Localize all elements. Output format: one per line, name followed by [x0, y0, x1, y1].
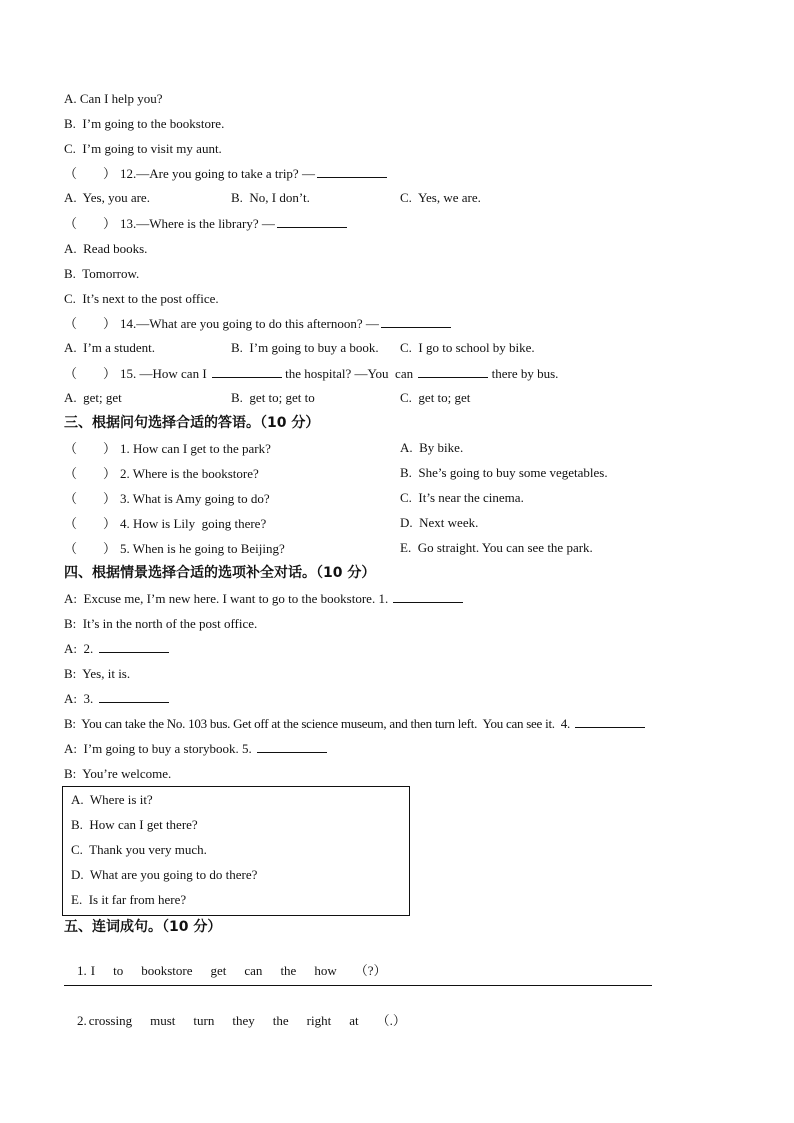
answer-blank[interactable] — [393, 591, 463, 603]
q15-option-a: A. get; get — [64, 390, 122, 405]
q11-option-c: C. I’m going to visit my aunt. — [64, 141, 222, 156]
punctuation: （.） — [376, 1013, 406, 1028]
q15-option-c: C. get to; get — [400, 390, 471, 405]
word: at — [349, 1013, 359, 1028]
options-box — [62, 786, 410, 916]
word: how — [314, 963, 337, 978]
q15-option-b: B. get to; get to — [231, 390, 315, 405]
q15-stem-middle: the hospital? —You can — [285, 366, 414, 381]
q15-question — [64, 365, 558, 383]
dialogue-text: A: 3. — [64, 691, 94, 706]
punctuation: （?） — [354, 963, 387, 978]
word: turn — [193, 1013, 215, 1028]
section3-answer: B. She’s going to buy some vegetables. — [400, 465, 608, 480]
q13-question — [64, 215, 347, 233]
section3-question-row — [64, 465, 259, 483]
q13-option-c: C. It’s next to the post office. — [64, 291, 219, 306]
q14-option-a: A. I’m a student. — [64, 340, 155, 355]
answer-paren[interactable]: （ ） — [64, 441, 117, 456]
dialogue-line: B: It’s in the north of the post office. — [64, 616, 258, 631]
q12-option-b: B. No, I don’t. — [231, 190, 310, 205]
dialogue-line — [64, 740, 327, 758]
q14-option-b: B. I’m going to buy a book. — [231, 340, 379, 355]
dialogue-text: B: You can take the No. 103 bus. Get off at the science museum, and then turn left. You can see it. 4. — [64, 716, 571, 731]
word: they — [232, 1013, 255, 1028]
q14-question — [64, 315, 451, 333]
answer-blank[interactable] — [381, 316, 451, 328]
answer-paren[interactable]: （ ） — [64, 166, 117, 181]
q12-question — [64, 165, 387, 183]
box-option: C. Thank you very much. — [71, 842, 207, 857]
dialogue-text: A: I’m going to buy a storybook. 5. — [64, 741, 252, 756]
question-number: 2. — [77, 1013, 87, 1028]
answer-line[interactable] — [64, 985, 652, 986]
q15-stem-start: 15. —How can I — [120, 366, 207, 381]
box-option: D. What are you going to do there? — [71, 867, 258, 882]
section3-answer: D. Next week. — [400, 515, 479, 530]
q11-option-a: A. Can I help you? — [64, 91, 163, 106]
q11-option-b: B. I’m going to the bookstore. — [64, 116, 225, 131]
section3-question: 5. When is he going to Beijing? — [120, 541, 285, 556]
section3-heading: 三、根据问句选择合适的答语。（10 分） — [64, 415, 320, 431]
section3-question-row — [64, 440, 271, 458]
q15-stem-end: there by bus. — [491, 366, 559, 381]
section3-question: 3. What is Amy going to do? — [120, 491, 270, 506]
word: right — [306, 1013, 332, 1028]
answer-paren[interactable]: （ ） — [64, 366, 117, 381]
answer-paren[interactable]: （ ） — [64, 216, 117, 231]
answer-paren[interactable]: （ ） — [64, 516, 117, 531]
section3-question: 2. Where is the bookstore? — [120, 466, 259, 481]
dialogue-line — [64, 640, 169, 658]
section5-heading: 五、连词成句。（10 分） — [64, 919, 222, 935]
section3-question-row — [64, 515, 266, 533]
answer-blank[interactable] — [317, 166, 387, 178]
box-option: A. Where is it? — [71, 792, 153, 807]
box-option: B. How can I get there? — [71, 817, 198, 832]
word: crossing — [88, 1013, 133, 1028]
word: I — [90, 963, 96, 978]
answer-blank[interactable] — [575, 716, 645, 728]
q14-stem: 14.—What are you going to do this afternoon? — — [120, 316, 379, 331]
word: bookstore — [141, 963, 193, 978]
q12-option-a: A. Yes, you are. — [64, 190, 150, 205]
answer-blank[interactable] — [257, 741, 327, 753]
answer-blank[interactable] — [212, 366, 282, 378]
word: must — [150, 1013, 176, 1028]
word: the — [272, 1013, 289, 1028]
answer-blank[interactable] — [99, 691, 169, 703]
q13-option-b: B. Tomorrow. — [64, 266, 140, 281]
question-number: 1. — [77, 963, 87, 978]
answer-paren[interactable]: （ ） — [64, 541, 117, 556]
q13-stem: 13.—Where is the library? — — [120, 216, 275, 231]
answer-paren[interactable]: （ ） — [64, 466, 117, 481]
dialogue-line: B: Yes, it is. — [64, 666, 131, 681]
word: can — [244, 963, 263, 978]
word: get — [210, 963, 227, 978]
box-option: E. Is it far from here? — [71, 892, 187, 907]
dialogue-text: A: Excuse me, I’m new here. I want to go to the bookstore. 1. — [64, 591, 389, 606]
answer-paren[interactable]: （ ） — [64, 491, 117, 506]
section3-question: 4. How is Lily going there? — [120, 516, 267, 531]
q12-stem: 12.—Are you going to take a trip? — — [120, 166, 315, 181]
section3-question-row — [64, 490, 270, 508]
section3-answer: C. It’s near the cinema. — [400, 490, 524, 505]
word: to — [113, 963, 124, 978]
section3-question-row — [64, 540, 285, 558]
answer-blank[interactable] — [277, 216, 347, 228]
q12-option-c: C. Yes, we are. — [400, 190, 481, 205]
word: the — [280, 963, 297, 978]
section3-answer: A. By bike. — [400, 440, 464, 455]
dialogue-text: A: 2. — [64, 641, 94, 656]
section3-question: 1. How can I get to the park? — [120, 441, 271, 456]
section3-answer: E. Go straight. You can see the park. — [400, 540, 593, 555]
section4-heading: 四、根据情景选择合适的选项补全对话。（10 分） — [64, 565, 376, 581]
answer-blank[interactable] — [99, 641, 169, 653]
answer-blank[interactable] — [418, 366, 488, 378]
q13-option-a: A. Read books. — [64, 241, 148, 256]
dialogue-line — [64, 690, 169, 708]
q14-option-c: C. I go to school by bike. — [400, 340, 535, 355]
dialogue-line: B: You’re welcome. — [64, 766, 172, 781]
section5-question-2 — [64, 994, 424, 1028]
answer-paren[interactable]: （ ） — [64, 316, 117, 331]
dialogue-line — [64, 715, 645, 733]
section5-question-1 — [64, 944, 405, 978]
dialogue-line — [64, 590, 463, 608]
